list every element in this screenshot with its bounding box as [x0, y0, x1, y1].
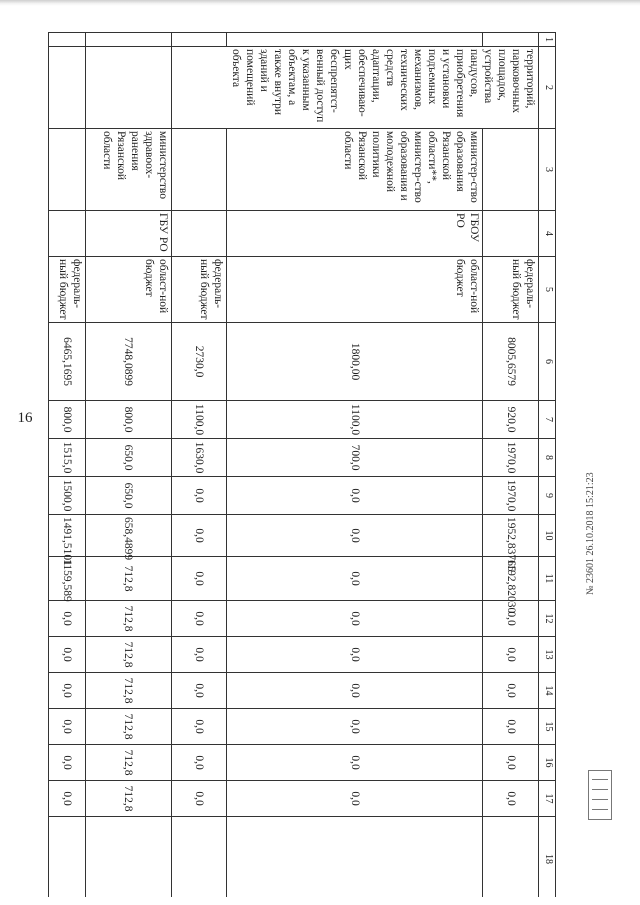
cell-value-10: 0,0	[171, 515, 227, 557]
cell-value-15: 0,0	[49, 709, 86, 745]
cell-col18	[171, 817, 227, 898]
cell-budget-source: област-ной бюджет	[227, 257, 483, 323]
header-row	[539, 33, 556, 898]
column-header-4: 4	[539, 211, 556, 257]
cell-value-16: 712,8	[85, 745, 171, 781]
table-row	[49, 33, 86, 898]
cell-value-14: 712,8	[85, 673, 171, 709]
cell-value-17: 0,0	[171, 781, 227, 817]
column-header-3: 3	[539, 129, 556, 211]
cell-executor: министерство здравоох-ранения Рязанской области	[85, 129, 171, 211]
cell-value-11: 1159,589	[49, 557, 86, 601]
cell-value-15: 0,0	[227, 709, 483, 745]
column-header-9: 9	[539, 477, 556, 515]
cell-value-16: 0,0	[171, 745, 227, 781]
cell-value-16: 0,0	[49, 745, 86, 781]
cell-value-13: 0,0	[483, 637, 539, 673]
cell-executor: министер-ство образования Рязанской области**, министер-ство образования и молодежной политики Рязанской области	[227, 129, 483, 211]
cell-budget-source: федераль-ный бюджет	[171, 257, 227, 323]
cell-col18	[483, 817, 539, 898]
cell-col18	[49, 817, 86, 898]
cell-value-14: 0,0	[483, 673, 539, 709]
cell-value-6: 8005,6579	[483, 323, 539, 401]
page-number: 16	[17, 410, 33, 426]
cell-institution: ГБОУ РО	[227, 211, 483, 257]
cell-value-8: 1630,0	[171, 439, 227, 477]
cell-value-10: 1952,83765	[483, 515, 539, 557]
cell-value-17: 0,0	[49, 781, 86, 817]
column-header-7: 7	[539, 401, 556, 439]
cell-value-13: 712,8	[85, 637, 171, 673]
cell-institution: ГБУ РО	[85, 211, 171, 257]
cell-budget-source: федераль-ный бюджет	[483, 257, 539, 323]
cell-value-6: 7748,0899	[85, 323, 171, 401]
cell-col18	[227, 817, 483, 898]
column-header-18: 18	[539, 817, 556, 898]
cell-institution	[483, 211, 539, 257]
cell-value-6: 6465,1695	[49, 323, 86, 401]
cell-value-10: 1491,5101	[49, 515, 86, 557]
scan-edge	[0, 0, 640, 6]
table-row	[171, 33, 227, 898]
cell-col1	[171, 33, 227, 47]
column-header-6: 6	[539, 323, 556, 401]
cell-col1	[85, 33, 171, 47]
cell-value-8: 700,0	[227, 439, 483, 477]
cell-value-6: 2730,0	[171, 323, 227, 401]
document-stamp	[588, 770, 612, 820]
column-header-2: 2	[539, 47, 556, 129]
budget-table	[48, 32, 556, 897]
table-row	[85, 33, 171, 898]
cell-value-13: 0,0	[227, 637, 483, 673]
cell-value-15: 0,0	[171, 709, 227, 745]
cell-col2	[85, 47, 171, 129]
cell-value-9: 1970,0	[483, 477, 539, 515]
column-header-5: 5	[539, 257, 556, 323]
cell-value-14: 0,0	[171, 673, 227, 709]
cell-value-11: 0,0	[171, 557, 227, 601]
cell-value-9: 0,0	[227, 477, 483, 515]
cell-value-17: 712,8	[85, 781, 171, 817]
cell-value-12: 0,0	[171, 601, 227, 637]
cell-value-12: 0,0	[227, 601, 483, 637]
cell-value-11: 0,0	[227, 557, 483, 601]
cell-value-7: 1100,0	[171, 401, 227, 439]
cell-value-10: 658,4899	[85, 515, 171, 557]
column-header-17: 17	[539, 781, 556, 817]
cell-value-15: 712,8	[85, 709, 171, 745]
document-footer: № 23601 26.10.2018 15:21:23	[585, 472, 596, 595]
cell-col1	[49, 33, 86, 47]
cell-value-13: 0,0	[171, 637, 227, 673]
cell-value-8: 650,0	[85, 439, 171, 477]
cell-value-12: 712,8	[85, 601, 171, 637]
cell-value-13: 0,0	[49, 637, 86, 673]
cell-institution	[171, 211, 227, 257]
cell-value-7: 800,0	[49, 401, 86, 439]
column-header-13: 13	[539, 637, 556, 673]
column-header-15: 15	[539, 709, 556, 745]
cell-value-14: 0,0	[227, 673, 483, 709]
cell-value-16: 0,0	[483, 745, 539, 781]
cell-value-9: 650,0	[85, 477, 171, 515]
table-row	[483, 33, 539, 898]
cell-value-9: 0,0	[171, 477, 227, 515]
cell-value-11: 1192,82030	[483, 557, 539, 601]
table-row	[227, 33, 483, 898]
column-header-8: 8	[539, 439, 556, 477]
column-header-11: 11	[539, 557, 556, 601]
cell-value-7: 1100,0	[227, 401, 483, 439]
cell-value-7: 920,0	[483, 401, 539, 439]
cell-value-17: 0,0	[483, 781, 539, 817]
cell-budget-source: област-ной бюджет	[85, 257, 171, 323]
cell-value-14: 0,0	[49, 673, 86, 709]
cell-institution	[49, 211, 86, 257]
cell-value-8: 1515,0	[49, 439, 86, 477]
cell-budget-source: федераль-ный бюджет	[49, 257, 86, 323]
cell-executor	[171, 129, 227, 211]
cell-col2	[49, 47, 86, 129]
column-header-1: 1	[539, 33, 556, 47]
cell-col1	[483, 33, 539, 47]
column-header-10: 10	[539, 515, 556, 557]
cell-value-15: 0,0	[483, 709, 539, 745]
cell-col2-description: территорий, парковочных площадок, устройства пандусов, приобретения и установки подъемных механизмов, технических средств адаптации, обеспечиваю-щих беспрепятст-венный доступ к указанным объектам, а также внутри зданий и помещений объекта	[171, 47, 538, 129]
column-header-14: 14	[539, 673, 556, 709]
cell-value-10: 0,0	[227, 515, 483, 557]
column-header-12: 12	[539, 601, 556, 637]
cell-value-12: 0,0	[483, 601, 539, 637]
cell-value-7: 800,0	[85, 401, 171, 439]
cell-col1	[227, 33, 483, 47]
cell-value-16: 0,0	[227, 745, 483, 781]
cell-col18	[85, 817, 171, 898]
cell-executor	[483, 129, 539, 211]
cell-value-17: 0,0	[227, 781, 483, 817]
column-header-16: 16	[539, 745, 556, 781]
rotated-sheet	[48, 32, 556, 897]
cell-value-8: 1970,0	[483, 439, 539, 477]
cell-value-9: 1500,0	[49, 477, 86, 515]
cell-executor	[49, 129, 86, 211]
cell-value-12: 0,0	[49, 601, 86, 637]
cell-value-11: 712,8	[85, 557, 171, 601]
cell-value-6: 1800,00	[227, 323, 483, 401]
